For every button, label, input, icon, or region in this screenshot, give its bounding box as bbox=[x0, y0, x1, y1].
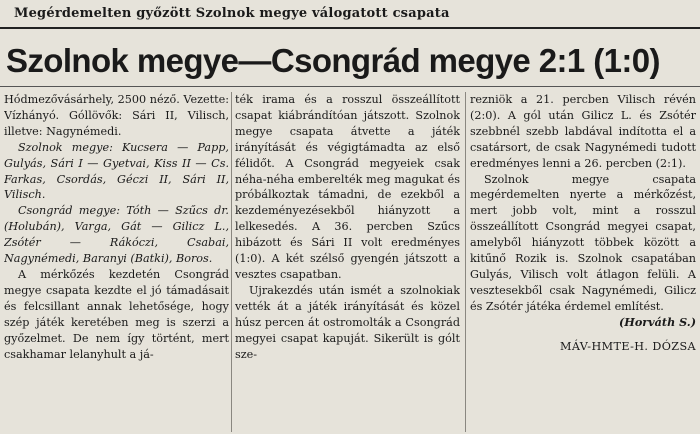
report-paragraph: Ujrakezdés után ismét a szolnokiak vették át a játék irányítását és közel húsz percen át ostromolták a Csongrád megyei csapat kapuját. Sikerült is gólt sze- bbox=[235, 283, 460, 361]
column-separator bbox=[465, 92, 466, 432]
column-1 bbox=[4, 92, 229, 432]
next-article-title: MÁV-HMTE-H. DÓZSA bbox=[560, 339, 696, 353]
headline-rule bbox=[0, 86, 700, 87]
kicker-line: Megérdemelten győzött Szolnok megye válogatott csapata bbox=[14, 6, 450, 21]
column-3 bbox=[470, 92, 696, 432]
report-paragraph: Szolnok megye csapata megérdemelten nyerte a mérkőzést, mert jobb volt, mint a rosszul összeállított Csongrád megyei csapat, amelyből hiányzott többek között a kitűnő Rozik is. Szolnok csapatában Gulyás, Vilisch volt átlagon felüli. A vesztesekből csak Nagynémedi, Gilicz és Zsótér játéka érdemel említést. bbox=[470, 172, 696, 313]
report-paragraph: A mérkőzés kezdetén Csongrád megye csapata kezdte el jó támadásait és felcsillant annak lehetősége, hogy szép játék keretében meg is szerzi a győzelmet. De nem így történt, mert csakhamar lelanyhult a já- bbox=[4, 267, 229, 361]
author-signature: (Horváth S.) bbox=[618, 314, 696, 329]
szolnok-lineup: Szolnok megye: Kucsera — Papp, Gulyás, Sári I — Gyetvai, Kiss II — Cs. Farkas, Csordás, Géczi II, Sári II, Vilisch. bbox=[4, 140, 229, 202]
headline: Szolnok megye—Csongrád megye 2:1 (1:0) bbox=[6, 42, 660, 79]
report-paragraph: ték irama és a rosszul összeállított csapat kiábrándítóan játszott. Szolnok megye csapata átvette a játék irányítását és végigtámadta az első félidőt. A Csongrád megyeiek csak néha-néha emberelték meg magukat és próbálkoztak támadni, de ezekből a kezdeményezésekből hiányzott a lelkesedés. A 36. percben Szűcs hibázott és Sári II volt eredményes (1:0). A két szélső gyengén játszott a vesztes csapatban. bbox=[235, 93, 460, 281]
report-paragraph: rezniök a 21. percben Vilisch révén (2:0). A gól után Gilicz L. és Zsótér szebbnél szebb labdával indította el a csatársort, de csak Nagynémedi tudott eredményes lenni a 26. percben (2:1). bbox=[470, 93, 696, 170]
match-info: Hódmezővásárhely, 2500 néző. Vezette: Vízhányó. Góllövők: Sári II, Vilisch, illetve: Nagynémedi. bbox=[4, 93, 229, 138]
column-separator bbox=[231, 92, 232, 432]
csongrad-lineup: Csongrád megye: Tóth — Szűcs dr. (Holubán), Varga, Gát — Gilicz L., Zsótér — Rákóczi, Csabai, Nagynémedi, Baranyi (Batki), Boros. bbox=[4, 204, 229, 266]
column-2 bbox=[235, 92, 460, 432]
top-rule bbox=[0, 27, 700, 29]
